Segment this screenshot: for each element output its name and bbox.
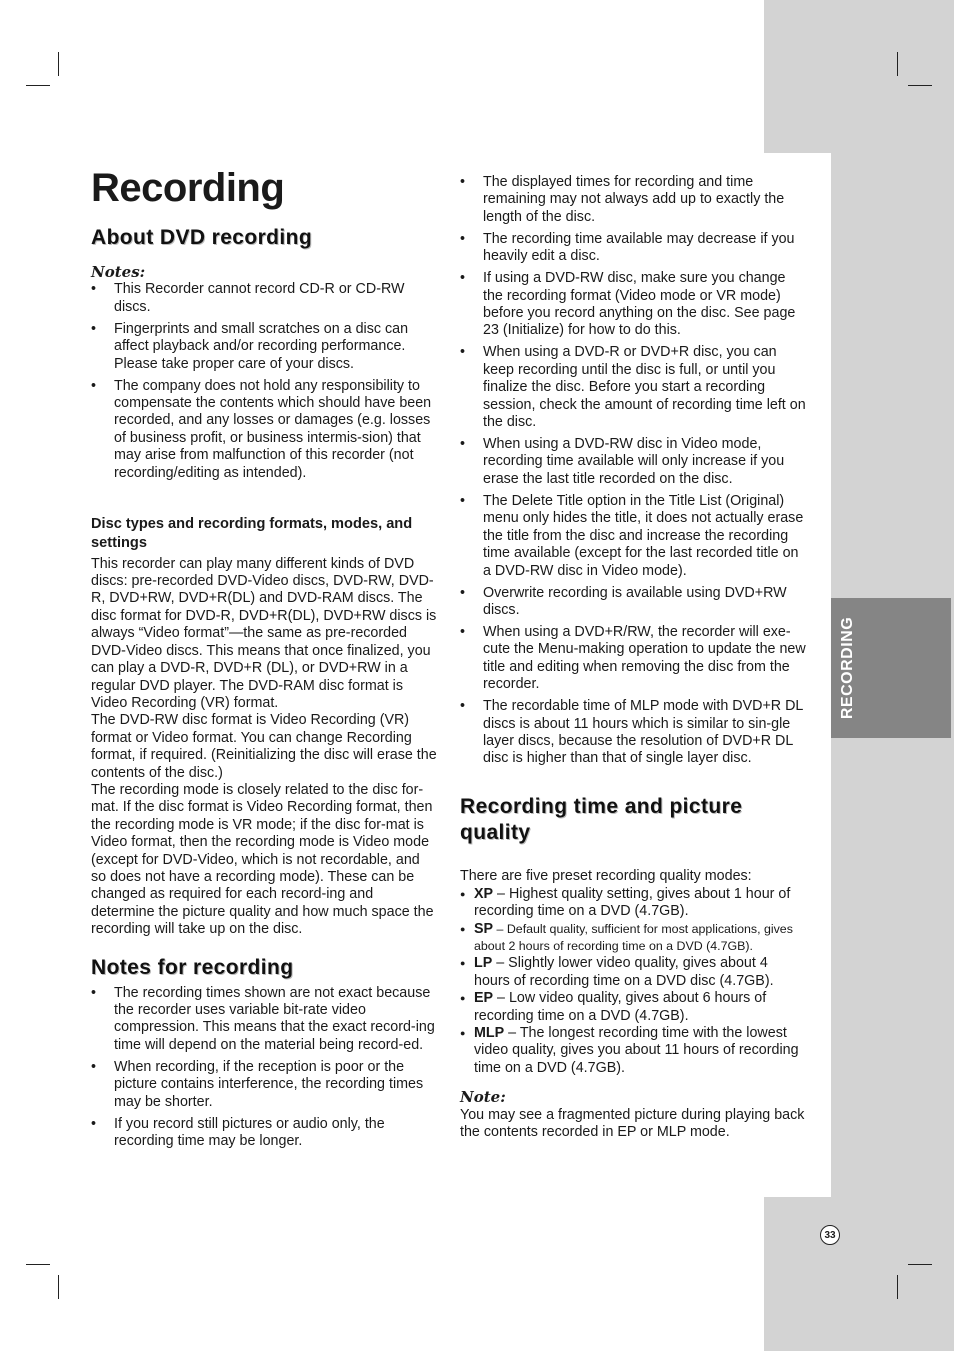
crop-mark [897,52,898,76]
quality-modes-list [460,886,806,1077]
mode-name: SP [474,920,494,937]
list-item: • Overwrite recording is available using DVD+RW discs. [460,585,806,620]
list-item [460,1025,806,1077]
page-title: Recording [91,166,285,210]
mode-description: – Slightly lower video quality, gives about 4 hours of recording time on a DVD disc (4.7GB). [474,955,774,989]
list-item: • This Recorder cannot record CD-R or CD-RW discs. [91,281,437,316]
crop-mark [897,1275,898,1299]
list-item: • The Delete Title option in the Title List (Original) menu only hides the title, it does not actually erase the title from the disc and increase the recording time available (except for the last recorded title on a DVD-RW disc in Video mode). [460,493,806,580]
recording-notes-list-right [460,174,806,768]
note-title: Note: [460,1088,506,1107]
quality-intro: There are five preset recording quality modes: [460,868,752,885]
about-dvd-heading: About DVD recording [91,226,313,249]
list-item [460,921,806,956]
crop-mark [908,1264,932,1265]
mode-description: – Low video quality, gives about 6 hours of recording time on a DVD (4.7GB). [474,990,767,1024]
list-item: • When using a DVD+R/RW, the recorder will exe-cute the Menu-making operation to update the new title and editing when removing the disc from the recorder. [460,624,806,694]
mode-description: – Highest quality setting, gives about 1 hour of recording time on a DVD (4.7GB). [474,885,791,920]
disc-types-paragraph: The recording mode is closely related to the disc for-mat. If the disc format is Video Recording format, then the recording mode is VR mode; if the disc for-mat is Video format, then the recording mode is Video mode (except for DVD-Video, which is not recordable, and so does not have a recording mode). These can be changed as required for each record-ing and determine the picture quality and how much space the recording will take up on the disc. [91,781,434,938]
mode-description: – Default quality, sufficient for most applications, gives about 2 hours of recording time on a DVD (4.7GB). [474,921,793,953]
mode-name: XP [474,885,494,902]
page-number: 33 [820,1225,840,1245]
mode-name: LP [474,955,493,972]
crop-mark [26,85,50,86]
mode-description: – The longest recording time with the lowest video quality, gives you about 11 hours of recording time on a DVD (4.7GB). [474,1025,799,1076]
mode-name: EP [474,990,494,1007]
disc-types-paragraph: This recorder can play many different kinds of DVD discs: pre-recorded DVD-Video discs, DVD-RW, DVD-R, DVD+RW, DVD+R(DL) and DVD-RAM discs. The disc format for DVD-R, DVD+R(DL), DVD+RW discs is always “Video format”—the same as pre-recorded DVD-Video discs. This means that once finalized, you can play a DVD-R, DVD+R (DL), or DVD+RW in a regular DVD player. The DVD-RAM disc format is Video Recording (VR) format. [91,555,437,711]
list-item: • The recordable time of MLP mode with DVD+R DL discs is about 11 hours which is similar to sin-gle layer discs, because the resolution of DVD+R DL disc is higher than that of single layer disc. [460,698,806,768]
list-item [460,955,806,990]
crop-mark [908,85,932,86]
list-item: • The recording times shown are not exact because the recorder uses variable bit-rate video compression. This means that the exact record-ing time will depend on the material being record-ed. [91,985,437,1055]
list-item [460,886,806,921]
list-item: • If you record still pictures or audio only, the recording time may be longer. [91,1116,437,1151]
list-item: • The displayed times for recording and time remaining may not always add up to exactly the length of the disc. [460,174,806,226]
list-item: • When recording, if the reception is poor or the picture contains interference, the recording times may be shorter. [91,1059,437,1111]
disc-types-paragraph: The DVD-RW disc format is Video Recording (VR) format or Video format. You can change Recording format, if required. (Reinitializing the disc will erase the contents of the disc.) [91,712,437,781]
note-text: You may see a fragmented picture during playing back the contents recorded in EP or MLP mode. [460,1106,805,1141]
quality-heading: Recording time and picture quality [460,795,743,845]
crop-mark [58,1275,59,1299]
notes-title: Notes: [91,263,146,281]
list-item: • The company does not hold any responsibility to compensate the contents which should have been recorded, and any losses or damages (e.g. losses of business profit, or business intermis-sion) that may arise from malfunction of this recorder (not recording/editing as intended). [91,378,437,482]
list-item: • Fingerprints and small scratches on a disc can affect playback and/or recording performance. Please take proper care of your discs. [91,321,437,373]
crop-mark [58,52,59,76]
right-column [460,174,806,1141]
section-tab-label: RECORDING [839,616,856,720]
disc-types-heading: Disc types and recording formats, modes, and settings [91,515,413,551]
notes-for-recording-heading: Notes for recording [91,955,294,979]
list-item [460,990,806,1025]
list-item: • When using a DVD-R or DVD+R disc, you can keep recording until the disc is full, or until you finalize the disc. Before you start a recording session, check the amount of recording time left on the disc. [460,344,806,431]
list-item: • When using a DVD-RW disc in Video mode, recording time available will only increase if you erase the last title recorded on the disc. [460,436,806,488]
left-column [91,225,437,1155]
crop-mark [26,1264,50,1265]
list-item: • If using a DVD-RW disc, make sure you change the recording format (Video mode or VR mode) before you record anything on the disc. See page 23 (Initialize) for how to do this. [460,270,806,340]
mode-name: MLP [474,1025,505,1041]
list-item: • The recording time available may decrease if you heavily edit a disc. [460,231,806,266]
about-notes-list [91,281,437,482]
recording-notes-list-left [91,985,437,1151]
